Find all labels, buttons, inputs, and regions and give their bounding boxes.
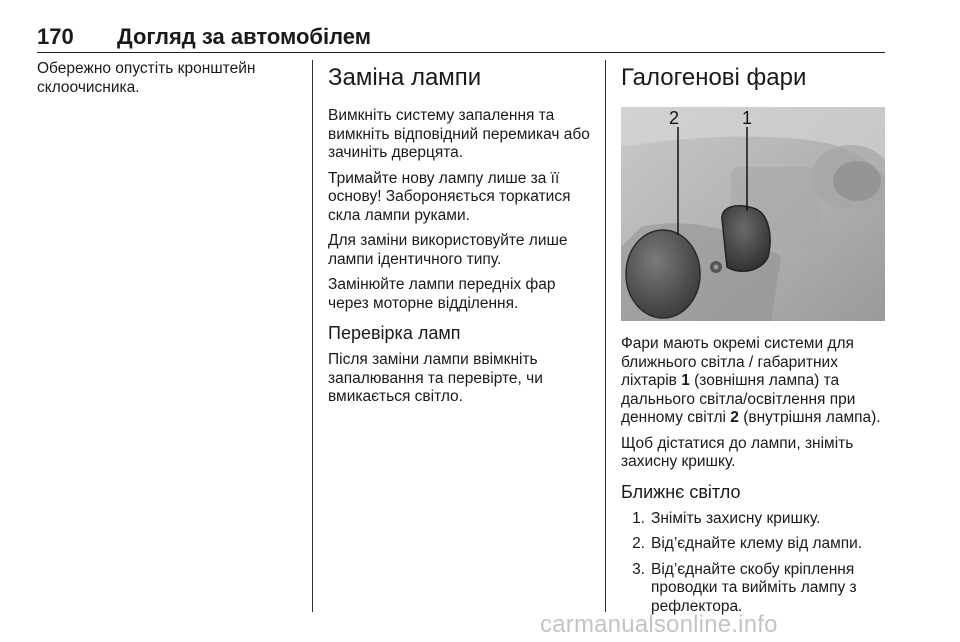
paragraph: Замінюйте лампи передніх фар через моторне відділення.: [328, 276, 556, 312]
paragraph: Вимкніть систему запалення та вимкніть відповідний перемикач або зачиніть дверцята.: [328, 107, 590, 161]
watermark: carmanualsonline.info: [540, 611, 778, 638]
headlight-photo: [621, 107, 885, 321]
list-item: [621, 510, 891, 529]
headlight-description: [621, 335, 891, 428]
paragraph: Обережно опустіть кронштейн склоочисника.: [37, 60, 256, 96]
headlight-illustration: [621, 107, 885, 321]
step-number: 2.: [632, 535, 645, 552]
running-title: Догляд за автомобілем: [117, 24, 372, 49]
section-heading-halogen-headlights: Галогенові фари: [621, 64, 807, 91]
callout-label-2: 2: [669, 108, 680, 128]
column-divider: [605, 60, 606, 612]
step-text: Від’єднайте скобу кріплення проводки та вийміть лампу з рефлектора.: [651, 560, 857, 615]
paragraph: Тримайте нову лампу лише за її основу! Забороняється торкатися скла лампи руками.: [328, 169, 571, 224]
column-3: [621, 60, 891, 623]
step-text: Зніміть захисну кришку.: [651, 509, 821, 527]
steps-list: [621, 510, 891, 617]
text-run: (зовнішня лампа) та дальнього світла/освітлення при денному світлі: [621, 372, 856, 426]
page-header: [37, 26, 885, 53]
column-2: [328, 60, 590, 414]
paragraph: Після заміни лампи ввімкніть запалювання та перевірте, чи вмикається світло.: [328, 351, 543, 405]
step-number: 3.: [632, 560, 645, 578]
column-divider: [312, 60, 313, 612]
step-number: 1.: [632, 509, 645, 527]
text-run: Фари мають окремі системи для ближнього світла / габаритних ліхтарів: [621, 335, 854, 389]
page-number: 170: [37, 24, 74, 49]
reference-number: 2: [730, 409, 739, 426]
subheading-low-beam: Ближнє світло: [621, 481, 741, 502]
callout-label-1: 1: [742, 108, 753, 128]
step-text: Від’єднайте клему від лампи.: [651, 535, 863, 552]
paragraph: Щоб дістатися до лампи, зніміть захисну кришку.: [621, 434, 854, 470]
reference-number: 1: [681, 372, 690, 389]
list-item: [621, 561, 891, 617]
list-item: [621, 535, 891, 554]
column-1: [37, 60, 299, 104]
paragraph: Для заміни використовуйте лише лампи ідентичного типу.: [328, 232, 568, 268]
text-run: (внутрішня лампа).: [738, 409, 881, 426]
subheading-bulb-check: Перевірка ламп: [328, 323, 461, 343]
section-heading-bulb-replacement: Заміна лампи: [328, 64, 482, 91]
